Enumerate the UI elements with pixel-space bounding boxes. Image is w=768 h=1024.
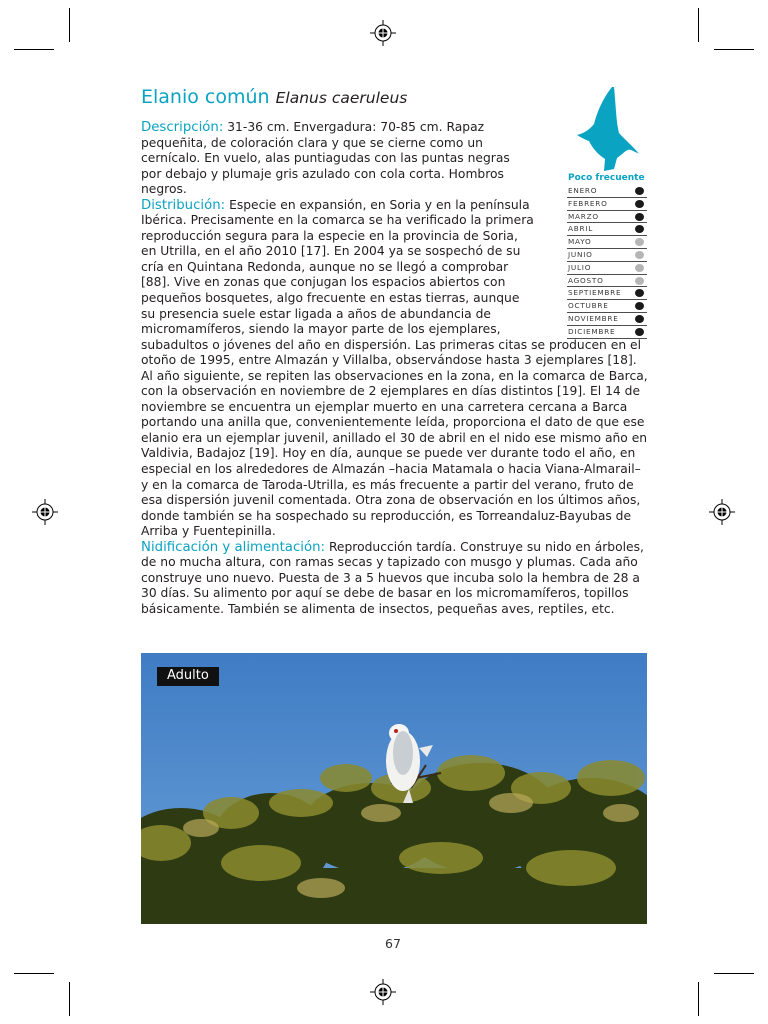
registration-mark-icon bbox=[709, 499, 735, 525]
month-name: SEPTIEMBRE bbox=[568, 288, 622, 298]
species-title bbox=[141, 86, 407, 108]
month-name: ABRIL bbox=[568, 224, 594, 234]
species-photo bbox=[141, 653, 647, 924]
species-description bbox=[141, 120, 648, 618]
status-label: Poco frecuente bbox=[568, 173, 645, 183]
registration-mark-icon bbox=[370, 979, 396, 1005]
crop-mark bbox=[14, 973, 54, 974]
nesting-paragraph bbox=[141, 540, 648, 618]
photo-caption: Adulto bbox=[157, 667, 219, 686]
crop-mark bbox=[69, 982, 70, 1016]
sidebar-spacer bbox=[540, 120, 648, 325]
page-number: 67 bbox=[385, 936, 401, 951]
crop-mark bbox=[698, 982, 699, 1016]
month-name: DICIEMBRE bbox=[568, 326, 616, 336]
month-name: JULIO bbox=[568, 262, 592, 272]
nesting-heading: Nidificación y alimentación: bbox=[141, 539, 326, 555]
month-name: JUNIO bbox=[568, 249, 593, 259]
month-name: MARZO bbox=[568, 211, 599, 221]
distribution-text: Especie en expansión, en Soria y en la península Ibérica. Precisamente en la comarca se ha verificado la primera reproducción segura para la especie en la provincia de Soria, en Utrilla, en el año 2010 [17]. En 2004 ya se sospechó de su cría en Quintana Redonda, aunque no se llegó a comprobar [88]. Vive en zonas que conjugan los espacios abiertos con pequeños bosquetes, algo frecuente en estas tierras, aunque su presencia suele estar ligada a años de abundancia de micromamíferos, siendo la mayor parte de los ejemplares, subadultos o jóvenes del año en dispersión. Las primeras citas se producen en el otoño de 1995, entre Almazán y Villalba, observándose hasta 3 ejemplares [18]. Al año siguiente, se repiten las observaciones en la zona, en la comarca de Barca, con la observación en noviembre de 2 ejemplares en días distintos [19]. El 14 de noviembre se encuentra un ejemplar muerto en una carretera cercana a Barca portando una anilla que, convenientemente leída, proporciona el dato de que ese elanio era un ejemplar juvenil, anillado el 30 de abril en el nido ese mismo año en Valdivia, Badajoz [19]. Hoy en día, aunque se puede ver durante todo el año, en especial en los alrededores de Almazán –hacia Matamala o hacia Viana-Almarail– y en la comarca de Taroda-Utrilla, es más frecuente a partir del verano, fruto de esa dispersión juvenil comentada. Otra zona de observación en los últimos años, donde también se ha sospechado su reproducción, es Torreandaluz-Bayubas de Arriba y Fuentepinilla. bbox=[141, 197, 648, 539]
crop-mark bbox=[714, 973, 754, 974]
crop-mark bbox=[14, 49, 54, 50]
month-name: NOVIEMBRE bbox=[568, 313, 619, 323]
distribution-heading: Distribución: bbox=[141, 197, 226, 213]
crop-mark bbox=[69, 8, 70, 42]
month-name: ENERO bbox=[568, 186, 598, 195]
description-text: 31-36 cm. Envergadura: 70-85 cm. Rapaz pequeñita, de coloración clara y que se cierne como un cernícalo. En vuelo, alas puntiagudas con las puntas negras por debajo y plumaje gris azulado con cola corta. Hombros negros. bbox=[141, 120, 510, 197]
nesting-text: Reproducción tardía. Construye su nido en árboles, de no mucha altura, con ramas secas y tapizado con musgo y plumas. Cada año construye uno nuevo. Puesta de 3 a 5 huevos que incuba solo la hembra de 28 a 30 días. Su alimento por aquí se debe de basar en los micromamíferos, topillos básicamente. También se alimenta de insectos, pequeñas aves, reptiles, etc. bbox=[141, 539, 644, 616]
month-name: FEBRERO bbox=[568, 198, 608, 208]
crop-mark bbox=[698, 8, 699, 42]
photo-kite-in-tree bbox=[141, 653, 647, 924]
common-name: Elanio común bbox=[141, 86, 270, 108]
month-name: MAYO bbox=[568, 237, 592, 247]
crop-mark bbox=[714, 49, 754, 50]
registration-mark-icon bbox=[32, 499, 58, 525]
description-heading: Descripción: bbox=[141, 120, 224, 135]
month-name: AGOSTO bbox=[568, 275, 604, 285]
month-name: OCTUBRE bbox=[568, 301, 609, 311]
latin-name: Elanus caeruleus bbox=[275, 89, 408, 107]
registration-mark-icon bbox=[370, 20, 396, 46]
